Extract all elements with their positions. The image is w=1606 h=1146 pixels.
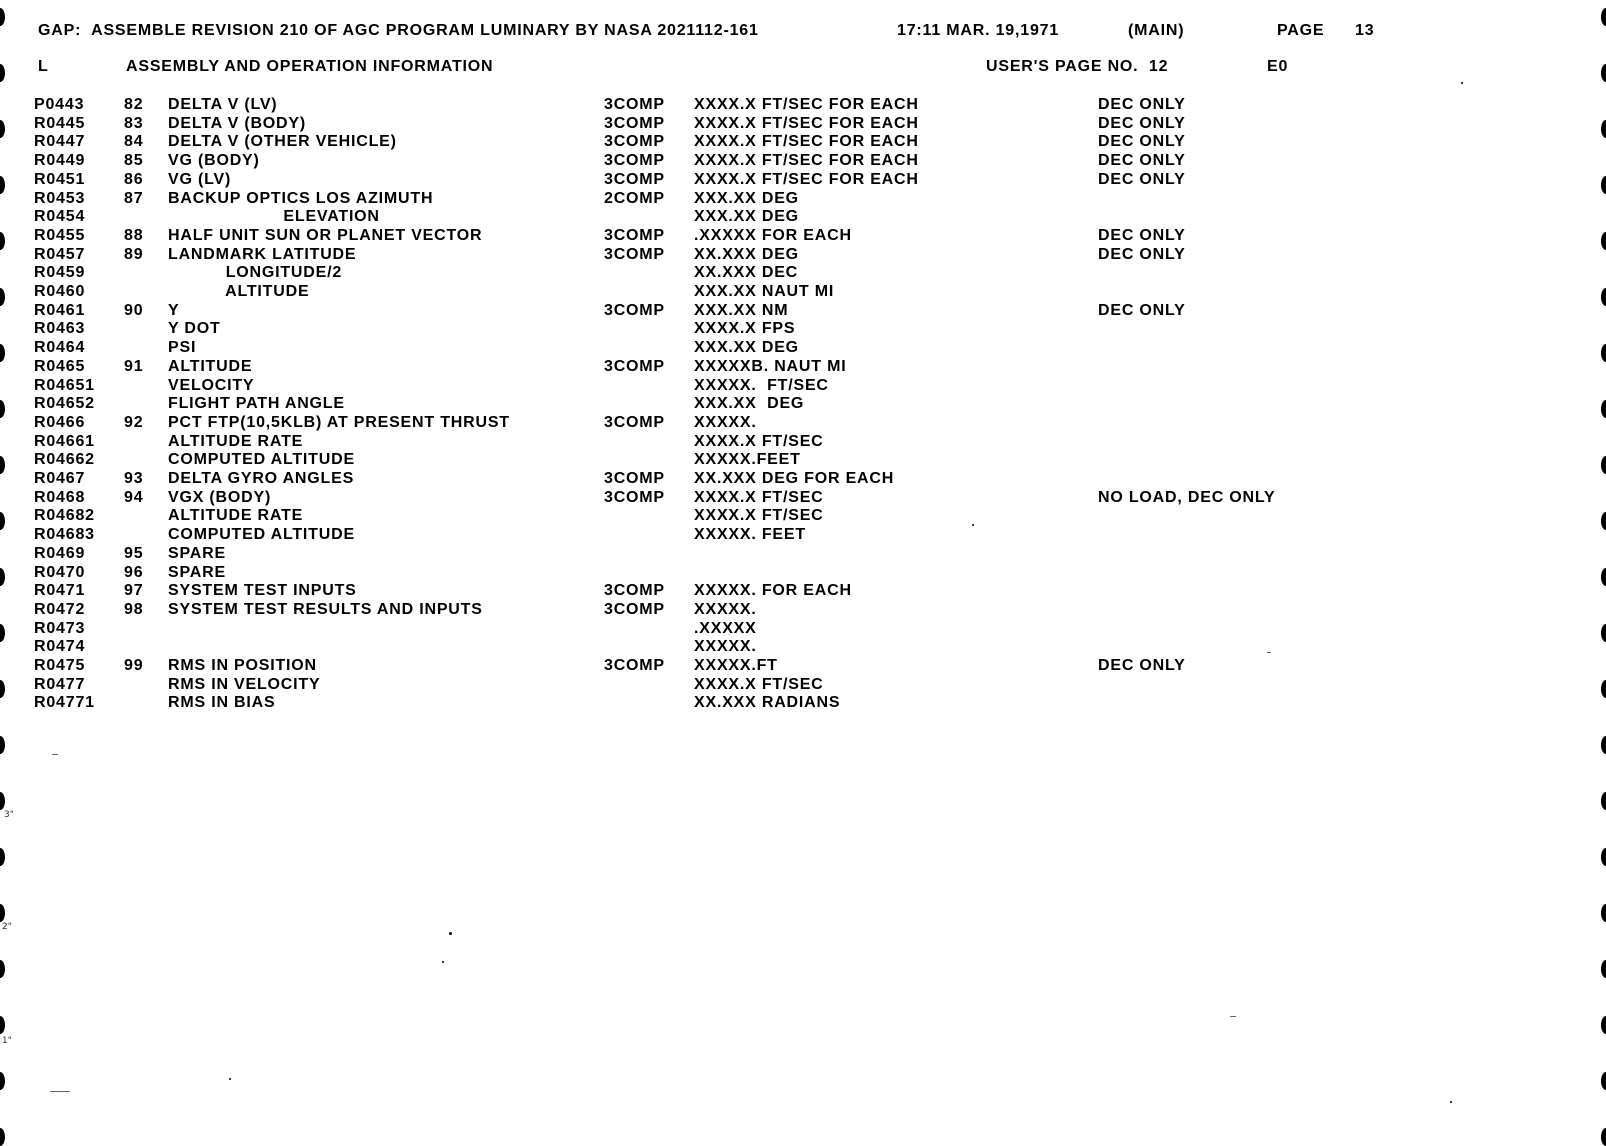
item-description: SPARE	[168, 564, 226, 581]
component-count: 3COMP	[604, 582, 665, 599]
register-address: R0467	[34, 470, 86, 487]
item-description: PCT FTP(10,5KLB) AT PRESENT THRUST	[168, 414, 510, 431]
load-note: DEC ONLY	[1098, 657, 1186, 674]
register-address: R0451	[34, 171, 86, 188]
display-format: XXXXX.	[694, 638, 757, 655]
sprocket-hole	[1601, 568, 1606, 586]
item-number: 94	[124, 489, 144, 506]
sprocket-hole	[0, 680, 5, 698]
register-address: R0470	[34, 564, 86, 581]
line-marker: L	[38, 58, 49, 75]
sprocket-hole	[0, 792, 5, 810]
display-format: XXX.XX DEG	[694, 395, 805, 412]
load-note: DEC ONLY	[1098, 96, 1186, 113]
register-address: R0472	[34, 601, 86, 618]
sprocket-hole	[1601, 400, 1606, 418]
display-format: XXX.XX NAUT MI	[694, 283, 835, 300]
section-title: ASSEMBLY AND OPERATION INFORMATION	[126, 58, 494, 75]
load-note: DEC ONLY	[1098, 115, 1186, 132]
item-number: 92	[124, 414, 144, 431]
display-format: XX.XXX DEG FOR EACH	[694, 470, 895, 487]
register-address: R04683	[34, 526, 95, 543]
sprocket-hole	[0, 232, 5, 250]
component-count: 3COMP	[604, 470, 665, 487]
load-note: DEC ONLY	[1098, 133, 1186, 150]
paper-speck	[1450, 1101, 1452, 1103]
item-description: LONGITUDE/2	[168, 264, 343, 281]
item-number: 96	[124, 564, 144, 581]
display-format: .XXXXX FOR EACH	[694, 227, 852, 244]
item-number: 98	[124, 601, 144, 618]
display-format: XXXXX. FT/SEC	[694, 377, 829, 394]
item-number: 97	[124, 582, 144, 599]
paper-mark	[1230, 1016, 1236, 1017]
sprocket-hole	[0, 624, 5, 642]
item-number: 86	[124, 171, 144, 188]
paper-mark	[1267, 652, 1271, 653]
code-label: E0	[1267, 58, 1289, 75]
sprocket-hole	[1601, 960, 1606, 978]
sprocket-hole	[1601, 792, 1606, 810]
register-address: R0455	[34, 227, 86, 244]
job-header: GAP: ASSEMBLE REVISION 210 OF AGC PROGRAM LUMINARY BY NASA 2021112-161	[38, 22, 759, 39]
item-description: DELTA GYRO ANGLES	[168, 470, 355, 487]
paper-speck	[449, 932, 452, 935]
user-page-number: USER'S PAGE NO. 12	[986, 58, 1169, 75]
item-description: SYSTEM TEST INPUTS	[168, 582, 357, 599]
item-description: ALTITUDE RATE	[168, 433, 304, 450]
register-address: R0477	[34, 676, 86, 693]
display-format: XXXXX.	[694, 601, 757, 618]
sprocket-hole	[0, 568, 5, 586]
margin-mark: 2"	[2, 922, 12, 932]
item-description: VG (LV)	[168, 171, 232, 188]
display-format: XXXXXB. NAUT MI	[694, 358, 847, 375]
display-format: .XXXXX	[694, 620, 757, 637]
display-format: XXX.XX DEG	[694, 190, 799, 207]
item-description: ALTITUDE	[168, 283, 310, 300]
sprocket-hole	[0, 8, 5, 26]
item-description: Y DOT	[168, 320, 221, 337]
register-address: R0457	[34, 246, 86, 263]
sprocket-hole	[0, 1016, 5, 1034]
print-timestamp: 17:11 MAR. 19,1971	[897, 22, 1060, 39]
component-count: 3COMP	[604, 133, 665, 150]
sprocket-hole	[0, 400, 5, 418]
sprocket-hole	[1601, 64, 1606, 82]
item-description: RMS IN BIAS	[168, 694, 276, 711]
register-address: R0465	[34, 358, 86, 375]
item-description: ELEVATION	[168, 208, 380, 225]
display-format: XXXXX.FEET	[694, 451, 801, 468]
display-format: XX.XXX DEC	[694, 264, 799, 281]
load-note: NO LOAD, DEC ONLY	[1098, 489, 1276, 506]
item-description: VG (BODY)	[168, 152, 260, 169]
register-address: R04662	[34, 451, 95, 468]
register-address: R0459	[34, 264, 86, 281]
register-address: R0468	[34, 489, 86, 506]
item-number: 89	[124, 246, 144, 263]
paper-mark	[52, 754, 58, 755]
item-number: 82	[124, 96, 144, 113]
register-address: R0464	[34, 339, 86, 356]
item-description: COMPUTED ALTITUDE	[168, 526, 355, 543]
item-description: ALTITUDE RATE	[168, 507, 304, 524]
component-count: 3COMP	[604, 414, 665, 431]
sprocket-hole	[0, 1128, 5, 1146]
item-description: BACKUP OPTICS LOS AZIMUTH	[168, 190, 434, 207]
margin-mark: 3"	[4, 810, 14, 820]
sprocket-hole	[0, 176, 5, 194]
item-number: 83	[124, 115, 144, 132]
load-note: DEC ONLY	[1098, 152, 1186, 169]
sprocket-hole	[1601, 176, 1606, 194]
register-address: R04771	[34, 694, 95, 711]
component-count: 3COMP	[604, 489, 665, 506]
register-address: R04652	[34, 395, 95, 412]
display-format: XXXXX. FOR EACH	[694, 582, 852, 599]
display-format: XXXX.X FT/SEC	[694, 676, 824, 693]
sprocket-hole	[1601, 904, 1606, 922]
display-format: XXXX.X FT/SEC FOR EACH	[694, 152, 919, 169]
register-address: R0474	[34, 638, 86, 655]
register-address: R0461	[34, 302, 86, 319]
item-description: DELTA V (BODY)	[168, 115, 307, 132]
item-description: ALTITUDE	[168, 358, 253, 375]
item-number: 84	[124, 133, 144, 150]
margin-mark: 1"	[2, 1036, 12, 1046]
register-address: R0475	[34, 657, 86, 674]
sprocket-hole	[1601, 232, 1606, 250]
display-format: XXX.XX DEG	[694, 208, 799, 225]
display-format: XXXX.X FPS	[694, 320, 796, 337]
display-format: XXXX.X FT/SEC FOR EACH	[694, 115, 919, 132]
page-number: 13	[1355, 22, 1375, 39]
component-count: 3COMP	[604, 358, 665, 375]
register-address: R04651	[34, 377, 95, 394]
item-description: VELOCITY	[168, 377, 255, 394]
item-description: LANDMARK LATITUDE	[168, 246, 357, 263]
display-format: XXX.XX NM	[694, 302, 789, 319]
sprocket-hole	[1601, 120, 1606, 138]
component-count: 3COMP	[604, 601, 665, 618]
component-count: 3COMP	[604, 115, 665, 132]
component-count: 3COMP	[604, 227, 665, 244]
paper-mark	[50, 1091, 70, 1092]
register-address: R04661	[34, 433, 95, 450]
item-number: 88	[124, 227, 144, 244]
sprocket-hole	[1601, 848, 1606, 866]
paper-speck	[442, 961, 444, 963]
sprocket-hole	[1601, 1016, 1606, 1034]
sprocket-hole	[0, 960, 5, 978]
component-count: 3COMP	[604, 246, 665, 263]
sprocket-hole	[0, 456, 5, 474]
component-count: 3COMP	[604, 657, 665, 674]
register-address: R0445	[34, 115, 86, 132]
sprocket-hole	[1601, 8, 1606, 26]
display-format: XX.XXX RADIANS	[694, 694, 841, 711]
sprocket-hole	[1601, 736, 1606, 754]
item-description: HALF UNIT SUN OR PLANET VECTOR	[168, 227, 483, 244]
register-address: R0471	[34, 582, 86, 599]
item-description: DELTA V (OTHER VEHICLE)	[168, 133, 397, 150]
sprocket-hole	[1601, 680, 1606, 698]
item-description: RMS IN VELOCITY	[168, 676, 321, 693]
register-address: R0469	[34, 545, 86, 562]
display-format: XXXX.X FT/SEC	[694, 433, 824, 450]
component-count: 3COMP	[604, 96, 665, 113]
component-count: 3COMP	[604, 171, 665, 188]
display-format: XXXX.X FT/SEC	[694, 507, 824, 524]
sprocket-hole	[0, 512, 5, 530]
register-address: R0453	[34, 190, 86, 207]
sprocket-hole	[0, 64, 5, 82]
item-number: 90	[124, 302, 144, 319]
sprocket-hole	[1601, 344, 1606, 362]
sprocket-hole	[0, 848, 5, 866]
register-address: R0466	[34, 414, 86, 431]
display-format: XXXXX. FEET	[694, 526, 806, 543]
register-address: R0447	[34, 133, 86, 150]
component-count: 2COMP	[604, 190, 665, 207]
component-count: 3COMP	[604, 302, 665, 319]
item-number: 99	[124, 657, 144, 674]
item-description: PSI	[168, 339, 197, 356]
sprocket-hole	[1601, 1072, 1606, 1090]
item-number: 91	[124, 358, 144, 375]
display-format: XXXX.X FT/SEC FOR EACH	[694, 133, 919, 150]
register-address: P0443	[34, 96, 85, 113]
load-note: DEC ONLY	[1098, 302, 1186, 319]
sprocket-hole	[0, 736, 5, 754]
display-format: XXXXX.	[694, 414, 757, 431]
sprocket-hole	[1601, 512, 1606, 530]
page-label: PAGE	[1277, 22, 1325, 39]
item-description: VGX (BODY)	[168, 489, 272, 506]
register-address: R0449	[34, 152, 86, 169]
main-label: (MAIN)	[1128, 22, 1185, 39]
item-description: DELTA V (LV)	[168, 96, 278, 113]
item-number: 95	[124, 545, 144, 562]
item-description: COMPUTED ALTITUDE	[168, 451, 355, 468]
item-description: Y	[168, 302, 180, 319]
item-number: 87	[124, 190, 144, 207]
paper-speck	[972, 524, 974, 526]
display-format: XXX.XX DEG	[694, 339, 799, 356]
register-address: R0473	[34, 620, 86, 637]
display-format: XXXX.X FT/SEC FOR EACH	[694, 171, 919, 188]
sprocket-hole	[0, 344, 5, 362]
item-description: RMS IN POSITION	[168, 657, 317, 674]
sprocket-hole	[1601, 1128, 1606, 1146]
sprocket-hole	[0, 904, 5, 922]
display-format: XXXXX.FT	[694, 657, 778, 674]
display-format: XXXX.X FT/SEC FOR EACH	[694, 96, 919, 113]
paper-speck	[229, 1078, 231, 1080]
load-note: DEC ONLY	[1098, 227, 1186, 244]
display-format: XXXX.X FT/SEC	[694, 489, 824, 506]
load-note: DEC ONLY	[1098, 246, 1186, 263]
register-address: R0454	[34, 208, 86, 225]
item-number: 85	[124, 152, 144, 169]
display-format: XX.XXX DEG	[694, 246, 799, 263]
item-description: SPARE	[168, 545, 226, 562]
sprocket-hole	[0, 120, 5, 138]
register-address: R04682	[34, 507, 95, 524]
component-count: 3COMP	[604, 152, 665, 169]
sprocket-hole	[1601, 288, 1606, 306]
paper-speck	[1461, 82, 1463, 84]
item-description: SYSTEM TEST RESULTS AND INPUTS	[168, 601, 483, 618]
load-note: DEC ONLY	[1098, 171, 1186, 188]
sprocket-hole	[1601, 456, 1606, 474]
sprocket-hole	[1601, 624, 1606, 642]
item-number: 93	[124, 470, 144, 487]
sprocket-hole	[0, 288, 5, 306]
sprocket-hole	[0, 1072, 5, 1090]
item-description: FLIGHT PATH ANGLE	[168, 395, 345, 412]
register-address: R0463	[34, 320, 86, 337]
register-address: R0460	[34, 283, 86, 300]
